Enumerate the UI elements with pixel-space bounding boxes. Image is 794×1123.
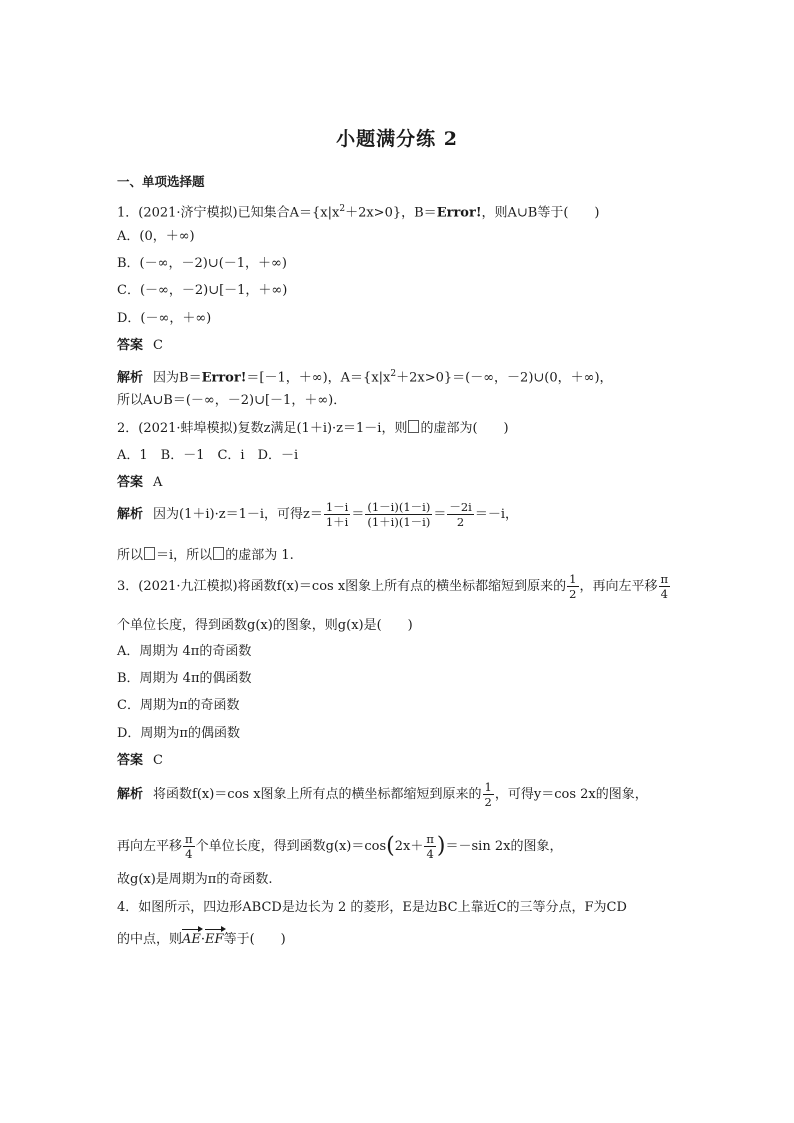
q3-stem-line-2: 个单位长度，得到函数g(x)的图象，则g(x)是( ) (117, 618, 413, 633)
q2-analysis-line-2: 所以 ＝i，所以 的虚部为 1. (117, 548, 294, 563)
q3-option-d: D．周期为π的偶函数 (117, 726, 240, 741)
q2-options: A．1 B．－1 C．i D．－i (117, 448, 299, 463)
q1-option-b: B．(－∞，－2)∪(－1，＋∞) (117, 256, 287, 271)
q3-option-a: A．周期为 4π的奇函数 (117, 644, 252, 659)
error-text: Error! (436, 205, 482, 221)
q2-stem: 2．(2021·蚌埠模拟)复数z满足(1＋i)·z＝1－i，则 的虚部为( ) (117, 421, 509, 436)
missing-glyph-icon (408, 420, 419, 433)
fraction-half: $\frac{1}{2}$ (569, 572, 577, 601)
q2-answer: 答案 A (117, 475, 163, 490)
q3-analysis-line-1: 解析 将函数f(x)＝cos x图象上所有点的横坐标都缩短到原来的 $\frac{1}{2}$ ，可得y＝cos 2x的图象， (117, 780, 648, 809)
q3-stem-line-1: 3．(2021·九江模拟)将函数f(x)＝cos x图象上所有点的横坐标都缩短到原来的 $\frac{1}{2}$ ，再向左平移 $\frac{\pi}{4}$ (117, 572, 669, 601)
q1-option-c: C．(－∞，－2)∪[－1，＋∞) (117, 283, 288, 298)
q1-analysis-line-2: 所以A∪B＝(－∞，－2)∪[－1，＋∞)． (117, 393, 347, 408)
fraction: $\frac{1-i}{1+i}$ (325, 500, 349, 529)
q1-option-d: D．(－∞，＋∞) (117, 311, 212, 326)
q2-analysis-line-1: 解析 因为(1＋i)·z＝1－i，可得z＝ $\frac{1-i}{1+i}$ ＝ $\frac{(1-i)(1-i)}{(1+i)(1-i)}$ ＝ $\frac{-2i}{2}$ ＝－i， (117, 500, 518, 529)
fraction-half: $\frac{1}{2}$ (484, 780, 492, 809)
q3-analysis-line-2: 再向左平移 $\frac{\pi}{4}$ 个单位长度，得到函数g(x)＝cos(2x＋ $\frac{\pi}{4}$ )＝－sin 2x的图象， (117, 832, 563, 861)
vector-ae: AE (182, 932, 201, 947)
section-heading: 一、单项选择题 (117, 174, 205, 189)
q4-stem-line-1: 4．如图所示，四边形ABCD是边长为 2 的菱形，E是边BC上靠近C的三等分点，F为CD (117, 900, 627, 915)
missing-glyph-icon (144, 547, 155, 560)
vector-ef: EF (205, 932, 224, 947)
q3-option-b: B．周期为 4π的偶函数 (117, 671, 252, 686)
q3-answer: 答案 C (117, 753, 163, 768)
q1-option-a: A．(0，＋∞) (117, 229, 195, 244)
q3-option-c: C．周期为π的奇函数 (117, 698, 240, 713)
fraction-pi-over-4: $\frac{\pi}{4}$ (660, 572, 669, 601)
fraction: $\frac{(1-i)(1-i)}{(1+i)(1-i)}$ (367, 500, 431, 529)
q1-stem: 1．(2021·济宁模拟)已知集合$A=\{x|x^2+2x>0\}$，B＝Error!，则A∪B等于( ) (117, 204, 600, 221)
fraction-pi-over-4: $\frac{\pi}{4}$ (185, 832, 193, 861)
q1-answer: 答案 C (117, 338, 163, 353)
fraction-pi-over-4: $\frac{\pi}{4}$ (426, 832, 434, 861)
q1-analysis-line-1: 解析 因为B＝Error!＝[－1，＋∞)，$A=\{x|x^2+2x>0\}=(-\infty$，－2)∪(0，＋∞)， (117, 369, 613, 386)
q3-analysis-line-3: 故g(x)是周期为π的奇函数. (117, 872, 273, 887)
missing-glyph-icon (213, 547, 224, 560)
q4-stem-line-2: 的中点，则AE·EF等于( ) (117, 932, 286, 947)
fraction: $\frac{-2i}{2}$ (449, 500, 472, 529)
page-title: 小题满分练 2 (336, 128, 458, 150)
